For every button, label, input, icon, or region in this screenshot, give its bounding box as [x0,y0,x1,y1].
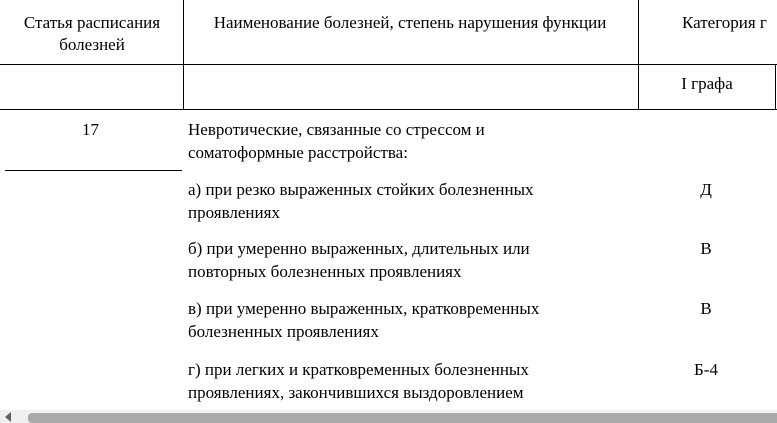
header-divider-1 [183,0,184,110]
header-bottom-rule [0,109,777,110]
row-a-line1: а) при резко выраженных стойких болезненных [188,180,534,199]
row-v-category: В [700,299,712,318]
row-a-line2: проявлениях [188,203,280,222]
group-title-line1: Невротические, связанные со стрессом и [188,120,485,139]
row-g-line1: г) при легких и кратковременных болезненных [188,360,529,379]
row-b-line2: повторных болезненных проявлениях [188,262,462,281]
row-g-category: Б-4 [694,360,718,379]
row-b-line1: б) при умеренно выраженных, длительных или [188,239,530,258]
scrollbar-thumb[interactable] [28,413,777,423]
row-g-line2: проявлениях, закончившихся выздоровлением [188,383,524,402]
row-v-line1: в) при умеренно выраженных, кратковременных [188,299,540,318]
horizontal-scrollbar[interactable] [0,410,777,423]
group-title-line2: соматоформные расстройства: [188,143,408,162]
header-divider-3 [775,64,776,110]
arrow-left-icon[interactable] [5,412,11,422]
header-top-rule [0,64,777,65]
header-category-column: Категория г [682,13,767,32]
article-underline [5,170,182,171]
header-article-column: Статья расписания болезней [23,13,161,54]
row-a-category: Д [700,180,712,199]
article-number: 17 [82,120,99,139]
subheader-graph-1: I графа [681,74,733,93]
row-v-line2: болезненных проявлениях [188,322,379,341]
header-name-column: Наименование болезней, степень нарушения функции [213,13,607,32]
row-b-category: В [700,239,712,258]
